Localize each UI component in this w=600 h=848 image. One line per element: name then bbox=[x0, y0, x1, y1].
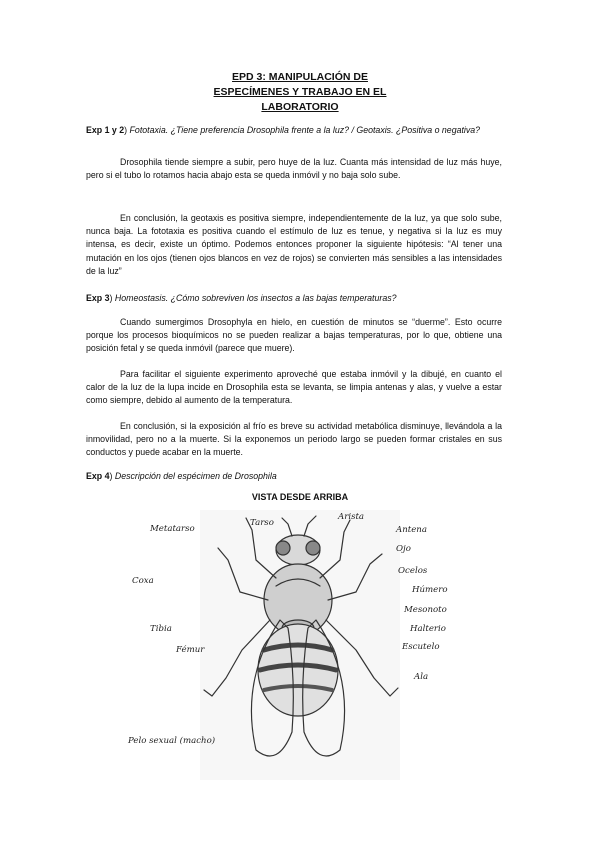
exp4-heading bbox=[86, 470, 502, 483]
label-mesonoto: Mesonoto bbox=[404, 605, 447, 615]
label-ala: Ala bbox=[414, 672, 429, 682]
exp3-paragraph-1: Cuando sumergimos Drosophyla en hielo, en cuestión de minutos se “duerme”. Esto ocurre porque los procesos bioquímicos no se pueden realizar a bajas temperaturas, por lo que, obtiene una posición fetal y se queda inmóvil (parece que muere). bbox=[86, 317, 502, 354]
label-halterio: Halterio bbox=[410, 624, 446, 634]
exp4-question: Descripción del espécimen de Drosophila bbox=[114, 471, 277, 481]
figure-title: VISTA DESDE ARRIBA bbox=[251, 492, 349, 502]
exp12-label: Exp 1 y 2 bbox=[86, 125, 125, 135]
label-coxa: Coxa bbox=[132, 576, 154, 586]
fly-eye-right bbox=[306, 541, 320, 555]
label-ocelos: Ocelos bbox=[398, 566, 428, 576]
exp3-paragraph-3: En conclusión, si la exposición al frío es breve su actividad metabólica disminuye, llevándola a la inmovilidad, pero no a la muerte. Si la exponemos un periodo largo se pueden formar cristales en sus conductos y puede acabar en la muerte. bbox=[86, 421, 502, 458]
label-metatarso: Metatarso bbox=[150, 524, 195, 534]
label-humero: Húmero bbox=[412, 585, 448, 595]
exp3-question: Homeostasis. ¿Cómo sobreviven los insectos a las bajas temperaturas? bbox=[114, 293, 397, 303]
exp3-label: Exp 3 bbox=[86, 293, 110, 303]
exp12-paragraph-2: En conclusión, la geotaxis es positiva siempre, independientemente de la luz, ya que solo sube, nunca baja. La fototaxia es positiva cuando el estímulo de luz es tenue, y negativa si la luz es muy intensa, es decir, existe un óptimo. Podemos entonces proponer la siguiente hipótesis: “Al tener una mutación en los ojos (tienen ojos blancos en vez de rojos) se convierten más sensibles a las intensidades de la luz” bbox=[86, 213, 502, 276]
label-tibia: Tibia bbox=[150, 624, 172, 634]
title-line-3: LABORATORIO bbox=[261, 101, 339, 113]
exp4-label: Exp 4 bbox=[86, 471, 110, 481]
exp3-paragraph-2: Para facilitar el siguiente experimento aproveché que estaba inmóvil y la dibujé, en cuanto el calor de la luz de la lupa incide en Drosophila esta se levanta, se limpia antenas y alas, y vuelve a estar como siempre, debido al aumento de la temperatura. bbox=[86, 369, 502, 406]
exp3-paren: ) bbox=[109, 293, 113, 303]
label-ojo: Ojo bbox=[396, 544, 411, 554]
label-pelo-sexual: Pelo sexual (macho) bbox=[128, 736, 216, 746]
label-femur: Fémur bbox=[176, 645, 205, 655]
label-arista: Arista bbox=[338, 512, 365, 522]
fly-eye-left bbox=[276, 541, 290, 555]
label-antena: Antena bbox=[396, 525, 427, 535]
label-escutelo: Escutelo bbox=[402, 642, 440, 652]
exp4-paren: ) bbox=[109, 471, 113, 481]
exp12-paren: ) bbox=[124, 125, 128, 135]
document-title bbox=[0, 70, 600, 115]
title-line-2: ESPECÍMENES Y TRABAJO EN EL bbox=[213, 86, 387, 98]
exp12-paragraph-1: Drosophila tiende siempre a subir, pero huye de la luz. Cuanta más intensidad de luz más huye, pero si el tubo lo rotamos hacia abajo esta se queda inmóvil y no baja solo sube. bbox=[86, 157, 502, 181]
exp3-heading bbox=[86, 292, 502, 305]
label-tarso: Tarso bbox=[250, 518, 274, 528]
exp12-question: Fototaxia. ¿Tiene preferencia Drosophila frente a la luz? / Geotaxis. ¿Positiva o negativa? bbox=[129, 125, 481, 135]
title-line-1: EPD 3: MANIPULACIÓN DE bbox=[232, 71, 368, 83]
exp12-heading bbox=[86, 124, 502, 137]
drosophila-drawing bbox=[170, 500, 430, 790]
